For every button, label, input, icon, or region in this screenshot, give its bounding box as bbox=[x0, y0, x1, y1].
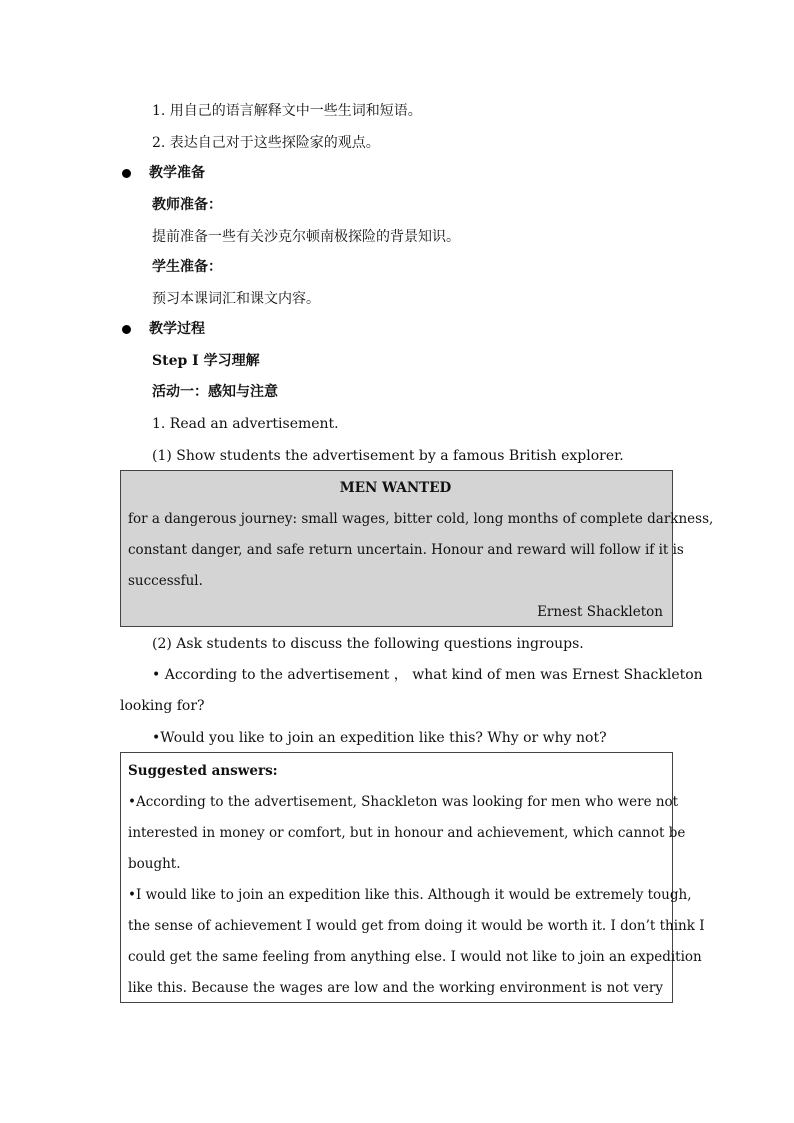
teacher-prep-text: 提前准备一些有关沙克尔顿南极探险的背景知识。 bbox=[152, 229, 460, 245]
answer-line: bought. bbox=[128, 856, 181, 872]
task-show-advertisement: (1) Show students the advertisement by a famous British explorer. bbox=[152, 448, 624, 464]
bullet-icon bbox=[122, 325, 131, 334]
objective-1: 1. 用自己的语言解释文中一些生词和短语。 bbox=[152, 103, 422, 119]
task-discuss-questions: (2) Ask students to discuss the following questions ingroups. bbox=[152, 636, 584, 652]
task-read-advertisement: 1. Read an advertisement. bbox=[152, 416, 339, 432]
section-heading-prep: 教学准备 bbox=[149, 165, 205, 181]
advertisement-line: successful. bbox=[128, 573, 203, 589]
question-2: •Would you like to join an expedition like this? Why or why not? bbox=[152, 730, 607, 746]
advertisement-title: MEN WANTED bbox=[339, 480, 452, 496]
objective-2: 2. 表达自己对于这些探险家的观点。 bbox=[152, 135, 380, 151]
answers-heading: Suggested answers: bbox=[128, 763, 278, 779]
advertisement-line: constant danger, and safe return uncertain. Honour and reward will follow if it is bbox=[128, 542, 684, 558]
answer-line: could get the same feeling from anything else. I would not like to join an expedition bbox=[128, 949, 702, 965]
activity-heading: 活动一：感知与注意 bbox=[152, 384, 278, 400]
bullet-icon bbox=[122, 169, 131, 178]
answer-line: interested in money or comfort, but in honour and achievement, which cannot be bbox=[128, 825, 686, 841]
step-heading: Step I 学习理解 bbox=[152, 353, 260, 369]
question-1-line-2: looking for? bbox=[120, 698, 205, 714]
teacher-prep-label: 教师准备： bbox=[152, 197, 222, 213]
student-prep-text: 预习本课词汇和课文内容。 bbox=[152, 291, 320, 307]
answer-line: the sense of achievement I would get from doing it would be worth it. I don’t think I bbox=[128, 918, 705, 934]
advertisement-signature: Ernest Shackleton bbox=[537, 604, 663, 620]
answer-line: like this. Because the wages are low and the working environment is not very bbox=[128, 980, 663, 996]
advertisement-box bbox=[120, 470, 714, 627]
student-prep-label: 学生准备： bbox=[152, 259, 222, 275]
section-heading-process: 教学过程 bbox=[149, 321, 205, 337]
suggested-answers-box bbox=[120, 752, 705, 1003]
answer-line: •According to the advertisement, Shackleton was looking for men who were not bbox=[128, 794, 679, 810]
question-1-line-1: • According to the advertisement ， what kind of men was Ernest Shackleton bbox=[152, 667, 703, 683]
answer-line: •I would like to join an expedition like this. Although it would be extremely tough, bbox=[128, 887, 692, 903]
advertisement-line: for a dangerous journey: small wages, bitter cold, long months of complete darkness, bbox=[128, 511, 714, 527]
